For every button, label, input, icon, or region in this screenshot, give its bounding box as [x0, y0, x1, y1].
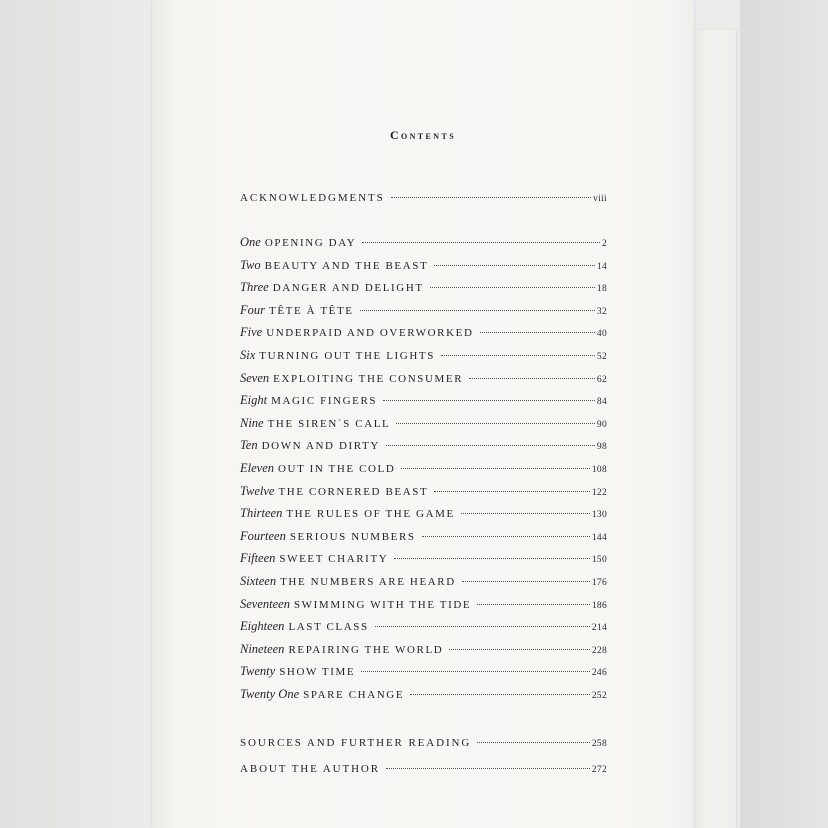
chapter-page-number: 108 [591, 465, 607, 475]
chapter-title: EXPLOITING THE CONSUMER [273, 372, 464, 385]
dot-leader [391, 196, 592, 198]
dot-leader [462, 580, 590, 582]
chapter-number: Eleven [240, 461, 275, 475]
dot-leader [477, 741, 590, 743]
chapter-page-number: 14 [596, 261, 607, 272]
toc-entry-chapter [240, 551, 607, 569]
underlying-pages [690, 30, 736, 828]
dot-leader [362, 241, 600, 243]
toc-entry-chapter [240, 393, 607, 411]
toc-entry-chapter [240, 371, 607, 389]
toc-entry-chapter [240, 506, 607, 524]
chapter-title: SHOW TIME [279, 666, 356, 679]
chapter-page-number: 40 [596, 329, 607, 340]
chapter-page-number: 32 [596, 306, 607, 317]
dot-leader [480, 331, 595, 333]
chapter-page-number: 176 [591, 578, 607, 588]
chapter-number: One [240, 235, 261, 249]
chapter-title: BEAUTY AND THE BEAST [264, 259, 429, 272]
chapter-page-number: 2 [601, 239, 607, 249]
toc-entry-chapter [240, 325, 607, 343]
toc-entry-chapter [240, 664, 607, 682]
chapter-page-number: 246 [591, 668, 607, 679]
dot-leader [394, 557, 590, 559]
toc-entry-chapter [240, 258, 607, 276]
chapter-title: DOWN AND DIRTY [261, 440, 380, 453]
dot-leader [410, 693, 590, 695]
toc-entry-page: 258 [591, 739, 607, 749]
dot-leader [401, 467, 589, 469]
page-title: Contents [389, 128, 457, 142]
chapter-page-number: 18 [596, 284, 607, 295]
chapter-page-number: 90 [596, 419, 607, 430]
chapter-page-number: 214 [591, 623, 607, 634]
chapter-title: UNDERPAID AND OVERWORKED [266, 327, 474, 340]
toc-entry-title: ACKNOWLEDGMENTS [240, 192, 385, 204]
chapter-title: OPENING DAY [264, 237, 357, 249]
chapter-number: Two [240, 257, 261, 272]
chapter-title: SPARE CHANGE [303, 689, 405, 701]
chapter-page-number: 252 [591, 691, 607, 701]
toc-entry-title: SOURCES AND FURTHER READING [240, 737, 472, 749]
dot-leader [434, 264, 595, 266]
chapter-number: Eighteen [240, 619, 285, 634]
chapter-number: Fifteen [240, 551, 276, 566]
dot-leader [441, 354, 595, 356]
chapter-page-number: 52 [596, 352, 607, 362]
toc-entry-chapter [240, 348, 607, 366]
chapter-number: Eight [240, 393, 268, 408]
chapter-page-number: 228 [591, 645, 607, 656]
toc-entry-chapter [240, 642, 607, 660]
chapter-page-number: 144 [591, 532, 607, 543]
chapter-number: Sixteen [240, 574, 277, 588]
chapter-title: TURNING OUT THE LIGHTS [259, 350, 435, 362]
dot-leader [434, 490, 590, 492]
dot-leader [449, 648, 590, 650]
dot-leader [375, 625, 590, 627]
toc-entry-chapter [240, 280, 607, 298]
chapter-number: Seventeen [240, 596, 290, 611]
chapter-number: Nineteen [240, 641, 285, 656]
chapter-number: Three [240, 280, 269, 295]
toc-entry-chapter [240, 619, 607, 637]
dot-leader [422, 535, 590, 537]
chapter-number: Five [240, 325, 263, 340]
chapter-number: Thirteen [240, 506, 283, 521]
toc-entry-sources [240, 737, 607, 755]
dot-leader [386, 767, 590, 769]
chapter-number: Nine [240, 415, 264, 430]
chapter-number: Four [240, 302, 265, 317]
toc-entry-chapter [240, 529, 607, 547]
chapter-title: THE RULES OF THE GAME [286, 508, 455, 521]
toc-entry-chapter [240, 303, 607, 321]
chapter-number: Seven [240, 370, 270, 385]
dot-leader [461, 512, 590, 514]
dot-leader [477, 603, 590, 605]
chapter-page-number: 186 [591, 600, 607, 611]
chapter-number: Twenty One [240, 687, 300, 701]
toc-entry-page: viii [593, 194, 607, 204]
chapter-title: LAST CLASS [288, 621, 369, 634]
chapter-title: SERIOUS NUMBERS [289, 530, 416, 543]
toc-entry-chapter [240, 461, 607, 479]
toc-entry-chapter [240, 484, 607, 502]
backdrop-right [740, 0, 828, 828]
toc-entry-chapter [240, 597, 607, 615]
chapter-number: Ten [240, 438, 258, 453]
toc-entry-chapter [240, 438, 607, 456]
toc-entry-chapter [240, 416, 607, 434]
dot-leader [361, 670, 590, 672]
chapter-title: THE SIREN`S CALL [267, 417, 391, 430]
chapter-title: THE CORNERED BEAST [278, 485, 429, 498]
book-page [152, 0, 694, 828]
chapter-title: OUT IN THE COLD [278, 463, 396, 475]
dot-leader [360, 309, 595, 311]
chapter-title: SWIMMING WITH THE TIDE [293, 598, 472, 611]
chapter-page-number: 84 [596, 397, 607, 408]
chapter-title: REPAIRING THE WORLD [288, 643, 444, 656]
toc-entry-page: 272 [591, 765, 607, 775]
toc-entry-title: ABOUT THE AUTHOR [240, 763, 380, 775]
dot-leader [386, 444, 595, 446]
backdrop-left [0, 0, 160, 828]
toc-entry-chapter [240, 574, 607, 592]
toc-entry-chapter [240, 687, 607, 705]
chapter-number: Twenty [240, 664, 276, 679]
chapter-page-number: 150 [591, 555, 607, 566]
chapter-page-number: 98 [596, 442, 607, 453]
chapter-page-number: 122 [591, 487, 607, 498]
toc-entry-acknowledgments [240, 192, 607, 210]
dot-leader [383, 399, 595, 401]
dot-leader [469, 377, 595, 379]
dot-leader [396, 422, 595, 424]
toc-entry-about-author [240, 763, 607, 781]
chapter-number: Fourteen [240, 528, 286, 543]
chapter-page-number: 62 [596, 374, 607, 385]
chapter-page-number: 130 [591, 510, 607, 521]
chapter-title: SWEET CHARITY [279, 553, 389, 566]
dot-leader [430, 286, 595, 288]
chapter-title: MAGIC FINGERS [271, 395, 378, 408]
chapter-number: Twelve [240, 483, 275, 498]
toc-entry-chapter [240, 235, 607, 253]
chapter-title: DANGER AND DELIGHT [272, 282, 424, 295]
chapter-number: Six [240, 348, 256, 362]
chapter-title: TÊTE À TÊTE [269, 304, 354, 317]
chapter-title: THE NUMBERS ARE HEARD [280, 576, 456, 588]
